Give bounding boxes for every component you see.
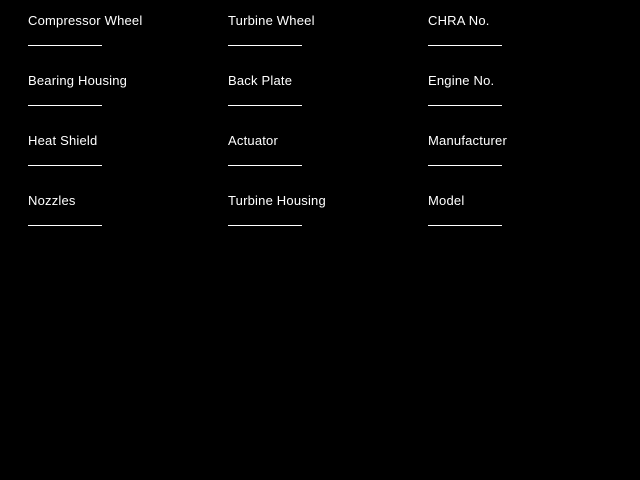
field-label: Turbine Wheel xyxy=(228,13,315,28)
field-model[interactable] xyxy=(428,194,628,254)
field-bearing-housing[interactable] xyxy=(28,74,228,134)
field-underline xyxy=(428,165,502,166)
field-underline xyxy=(28,105,102,106)
field-manufacturer[interactable] xyxy=(428,134,628,194)
field-label: Heat Shield xyxy=(28,133,98,148)
field-label: Compressor Wheel xyxy=(28,13,143,28)
field-back-plate[interactable] xyxy=(228,74,428,134)
field-underline xyxy=(228,45,302,46)
field-label: Nozzles xyxy=(28,193,76,208)
field-label: Actuator xyxy=(228,133,279,148)
field-engine-no[interactable] xyxy=(428,74,628,134)
field-turbine-wheel[interactable] xyxy=(228,14,428,74)
field-label: Bearing Housing xyxy=(28,73,128,88)
field-compressor-wheel[interactable] xyxy=(28,14,228,74)
field-underline xyxy=(228,225,302,226)
field-underline xyxy=(228,105,302,106)
field-label: Back Plate xyxy=(228,73,293,88)
field-underline xyxy=(28,225,102,226)
field-label: Manufacturer xyxy=(428,133,507,148)
field-label: Turbine Housing xyxy=(228,193,326,208)
field-label: Engine No. xyxy=(428,73,495,88)
field-underline xyxy=(228,165,302,166)
field-label: Model xyxy=(428,193,465,208)
field-nozzles[interactable] xyxy=(28,194,228,254)
field-underline xyxy=(428,105,502,106)
field-turbine-housing[interactable] xyxy=(228,194,428,254)
field-chra-no[interactable] xyxy=(428,14,628,74)
field-underline xyxy=(28,45,102,46)
field-underline xyxy=(428,225,502,226)
field-actuator[interactable] xyxy=(228,134,428,194)
field-heat-shield[interactable] xyxy=(28,134,228,194)
field-label: CHRA No. xyxy=(428,13,490,28)
field-underline xyxy=(28,165,102,166)
field-underline xyxy=(428,45,502,46)
